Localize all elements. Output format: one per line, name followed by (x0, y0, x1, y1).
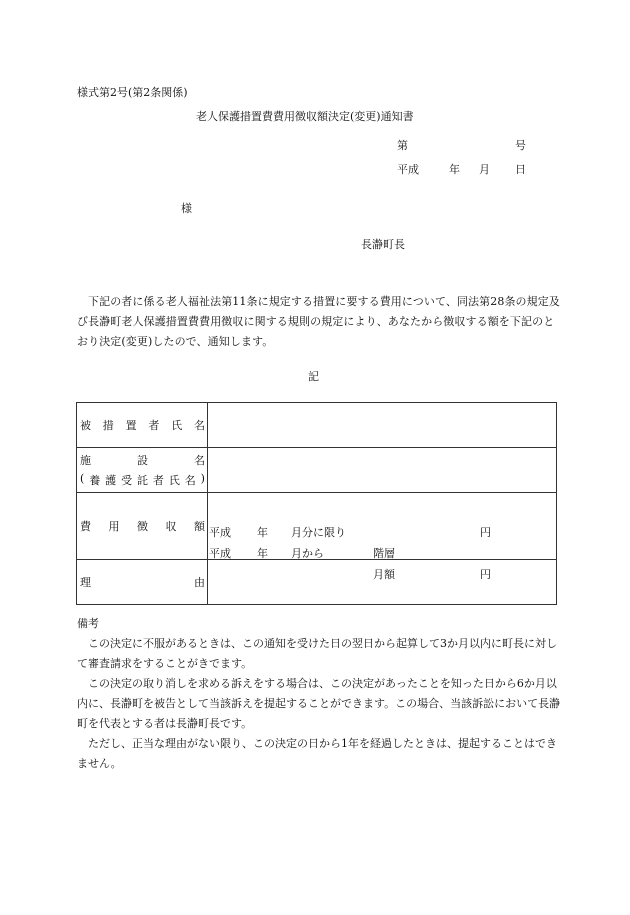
label-char: 額 (194, 520, 205, 533)
notice-paragraph: 下記の者に係る老人福祉法第11条に規定する措置に要する費用について、同法第28条の規定及び長瀞町老人保護措置費費用徴収に関する規則の規定により、あなたから徴収する額を下記のとおり決定(変更)したので、通知します。 (77, 295, 560, 348)
label-char: 護 (105, 474, 117, 487)
date-month: 月 (479, 163, 490, 176)
ki-heading: 記 (308, 370, 319, 383)
remarks-heading: 備考 (77, 617, 99, 630)
table-row-cost (77, 493, 557, 560)
label-char: 氏 (171, 419, 183, 432)
cost-line-from (208, 545, 556, 559)
label-char: 徴 (137, 520, 148, 533)
label-char: ) (200, 472, 205, 485)
document-number-suffix: 号 (515, 139, 526, 152)
table-row-facility (77, 448, 557, 493)
label-facility-name (77, 448, 208, 493)
cost-year-1: 年 (257, 526, 268, 539)
label-cost (77, 493, 208, 560)
cost-line-monthly (208, 566, 556, 580)
date-era: 平成 (397, 163, 419, 176)
cost-yen-2: 円 (480, 568, 491, 581)
label-char: 名 (193, 419, 205, 432)
label-char: 者 (148, 419, 160, 432)
label-char: 被 (80, 419, 91, 432)
document-number-prefix: 第 (397, 139, 408, 152)
label-char: 設 (137, 454, 148, 467)
cost-month-limit: 月分に限り (291, 526, 346, 539)
label-char: 措 (102, 419, 114, 432)
remarks-item: この決定に不服があるときは、この通知を受けた日の翌日から起算して3か月以内に町長に対して審査請求をすることがきでます。 (77, 637, 557, 670)
notice-body (77, 292, 561, 352)
label-reason (77, 560, 208, 605)
label-char: 養 (89, 474, 101, 487)
issuer-name: 長瀞町長 (361, 238, 405, 251)
form-number: 様式第2号(第2条関係) (77, 86, 188, 99)
cost-year-2: 年 (257, 547, 268, 560)
value-cost (208, 493, 557, 581)
remarks-item: ただし、正当な理由がない限り、この決定の日から1年を経過したときは、提起することはできません。 (77, 737, 557, 770)
cost-era-2: 平成 (209, 547, 231, 560)
details-table (76, 402, 557, 605)
label-char: 名 (194, 454, 205, 467)
date-day: 日 (515, 163, 526, 176)
label-char: 者 (152, 474, 164, 487)
remarks-section (77, 614, 561, 774)
label-char: 受 (121, 474, 133, 487)
cost-month-from: 月から (291, 547, 324, 560)
label-char: ( (80, 472, 85, 485)
value-person-name (208, 403, 557, 448)
label-char: 由 (194, 576, 205, 589)
cost-tier: 階層 (373, 547, 395, 560)
cost-line-limited (208, 524, 556, 538)
label-char: 託 (136, 474, 148, 487)
cost-monthly-label: 月額 (373, 568, 395, 581)
cost-era-1: 平成 (209, 526, 231, 539)
label-char: 施 (80, 454, 91, 467)
value-facility-name (208, 448, 557, 493)
label-char: 名 (184, 474, 196, 487)
cost-yen-1: 円 (480, 526, 491, 539)
table-row-person (77, 403, 557, 448)
date-year: 年 (449, 163, 460, 176)
label-char: 収 (165, 520, 177, 533)
label-char: 理 (80, 576, 91, 589)
document-title: 老人保護措置費費用徴収額決定(変更)通知書 (196, 110, 414, 123)
label-char: 費 (80, 520, 91, 533)
label-char: 置 (125, 419, 137, 432)
label-person-name (77, 403, 208, 448)
label-char: 用 (108, 520, 120, 533)
recipient-suffix: 様 (181, 202, 192, 215)
remarks-item: この決定の取り消しを求める訴えをする場合は、この決定があったことを知った日から6か月以内に、長瀞町を被告として当該訴えを提起することができます。この場合、当該訴訟において長瀞町を代表とする者は長瀞町長です。 (77, 677, 561, 730)
label-char: 氏 (168, 474, 180, 487)
